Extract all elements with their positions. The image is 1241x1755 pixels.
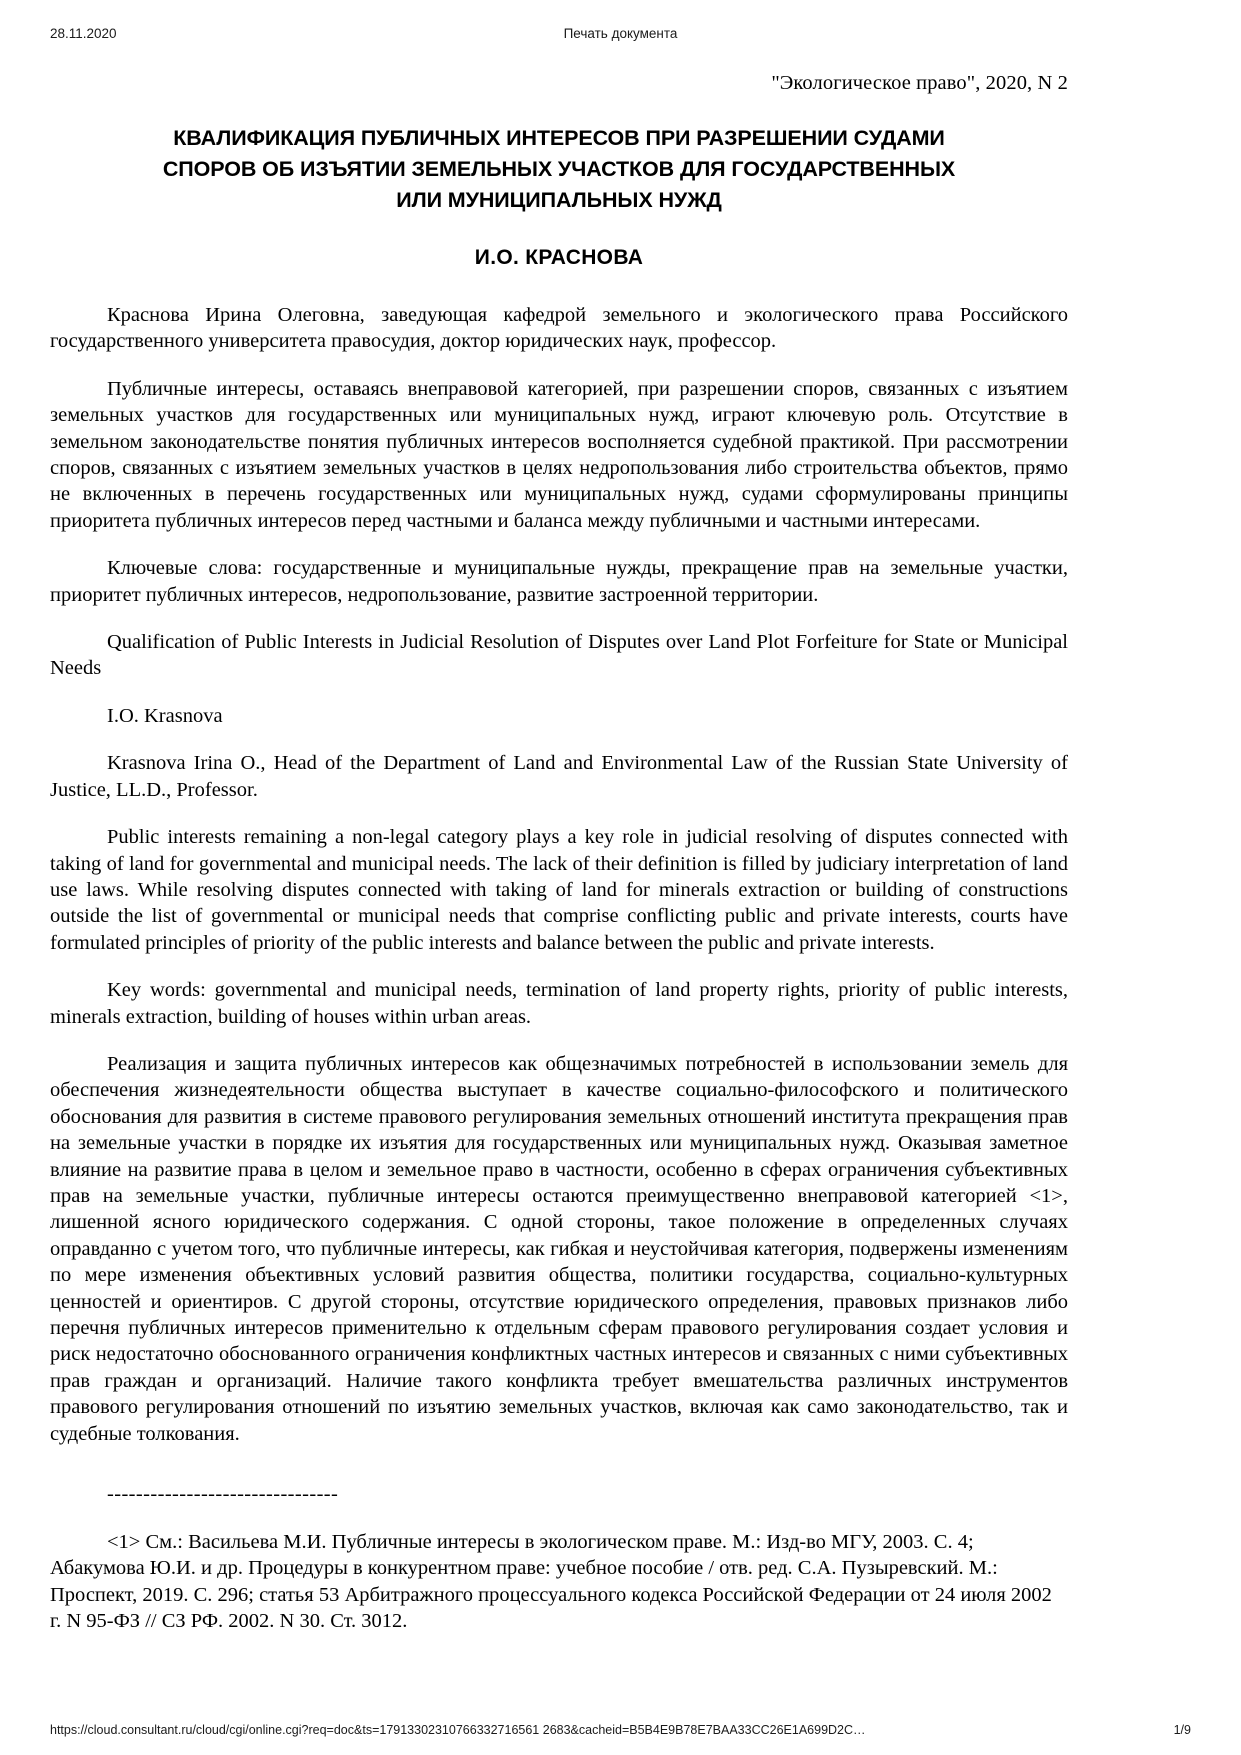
document-page [50, 0, 1068, 1655]
author-heading: И.О. КРАСНОВА [474, 246, 644, 269]
keywords-en: Key words: governmental and municipal needs, termination of land property rights, priority of public interests, minerals extraction, building of houses within urban areas. [50, 979, 1068, 1028]
print-header-title: Печать документа [563, 26, 678, 41]
page-title [50, 123, 1068, 216]
print-header-date: 28.11.2020 [50, 26, 117, 41]
abstract-en: Public interests remaining a non-legal category plays a key role in judicial resolving of disputes connected with taking of land for governmental and municipal needs. The lack of their definition is filled by judiciary interpretation of land use laws. While resolving disputes connected with taking of land for minerals extraction or building of constructions outside the list of governmental or municipal needs that comprise conflicting public and private interests, courts have formulated principles of priority of the public interests and balance between the public and private interests. [50, 826, 1068, 954]
page-title-line-2: СПОРОВ ОБ ИЗЪЯТИИ ЗЕМЕЛЬНЫХ УЧАСТКОВ ДЛЯ ГОСУДАРСТВЕННЫХ [162, 157, 956, 181]
print-footer [0, 1723, 1241, 1741]
abstract-ru: Публичные интересы, оставаясь внеправовой категорией, при разрешении споров, связанных с изъятием земельных участков для государственных или муниципальных нужд, играют ключевую роль. Отсутствие в земельном законодательстве понятия публичных интересов восполняется судебной практикой. При рассмотрении споров, связанных с изъятием земельных участков в целях недропользования либо строительства объектов, прямо не включенных в перечень государственных или муниципальных нужд, судами сформулированы принципы приоритета публичных интересов перед частными и баланса между публичными и частными интересами. [50, 377, 1068, 532]
author-en: I.O. Krasnova [107, 704, 223, 727]
page-title-line-1: КВАЛИФИКАЦИЯ ПУБЛИЧНЫХ ИНТЕРЕСОВ ПРИ РАЗРЕШЕНИИ СУДАМИ [173, 126, 945, 150]
title-en: Qualification of Public Interests in Judicial Resolution of Disputes over Land Plot Forfeiture for State or Municipal Needs [50, 631, 1068, 680]
print-footer-url[interactable]: https://cloud.consultant.ru/cloud/cgi/online.cgi?req=doc&ts=17913302310766332716561 2683&cacheid=B5B4E9B78E7BAA33CC26E1A699D2C… [50, 1723, 866, 1737]
author-bio-ru: Краснова Ирина Олеговна, заведующая кафедрой земельного и экологического права Российского государственного университета правосудия, доктор юридических наук, профессор. [50, 304, 1068, 353]
print-footer-page-number: 1/9 [1173, 1723, 1191, 1737]
journal-reference: "Экологическое право", 2020, N 2 [771, 72, 1068, 94]
author-bio-en: Krasnova Irina O., Head of the Department of Land and Environmental Law of the Russian State University of Justice, LL.D., Professor. [50, 752, 1068, 801]
keywords-ru: Ключевые слова: государственные и муниципальные нужды, прекращение прав на земельные участки, приоритет публичных интересов, недропользование, развитие застроенной территории. [50, 557, 1068, 606]
footnote-separator: -------------------------------- [107, 1483, 339, 1506]
footnote-text: <1> См.: Васильева М.И. Публичные интересы в экологическом праве. М.: Изд-во МГУ, 2003. С. 4; Абакумова Ю.И. и др. Процедуры в конкурентном праве: учебное пособие / отв. ред. С.А. Пузыревский. М.: Проспект, 2019. С. 296; статья 53 Арбитражного процессуального кодекса Российской Федерации от 24 июля 2002 г. N 95-ФЗ // СЗ РФ. 2002. N 30. Ст. 3012. [50, 1531, 1052, 1633]
page-title-line-3: ИЛИ МУНИЦИПАЛЬНЫХ НУЖД [396, 188, 722, 212]
body-paragraph: Реализация и защита публичных интересов как общезначимых потребностей в использовании земель для обеспечения жизнедеятельности общества выступает в качестве социально-философского и политического обоснования для развития в системе правового регулирования земельных отношений института прекращения прав на земельные участки в порядке их изъятия для государственных или муниципальных нужд. Оказывая заметное влияние на развитие права в целом и земельное право в частности, особенно в сферах ограничения субъективных прав на земельные участки, публичные интересы остаются преимущественно внеправовой категорией <1>, лишенной ясного юридического содержания. С одной стороны, такое положение в определенных случаях оправданно с учетом того, что публичные интересы, как гибкая и неустойчивая категория, подвержены изменениям по мере изменения объективных условий развития общества, политики государства, социально-культурных ценностей и ориентиров. С другой стороны, отсутствие юридического определения, правовых признаков либо перечня публичных интересов применительно к отдельным сферам правового регулирования создает условия и риск недостаточно обоснованного ограничения конфликтных частных интересов и связанных с ними субъективных прав граждан и организаций. Наличие такого конфликта требует вмешательства различных инструментов правового регулирования отношений по изъятию земельных участков, включая как само законодательство, так и судебные толкования. [50, 1052, 1068, 1445]
